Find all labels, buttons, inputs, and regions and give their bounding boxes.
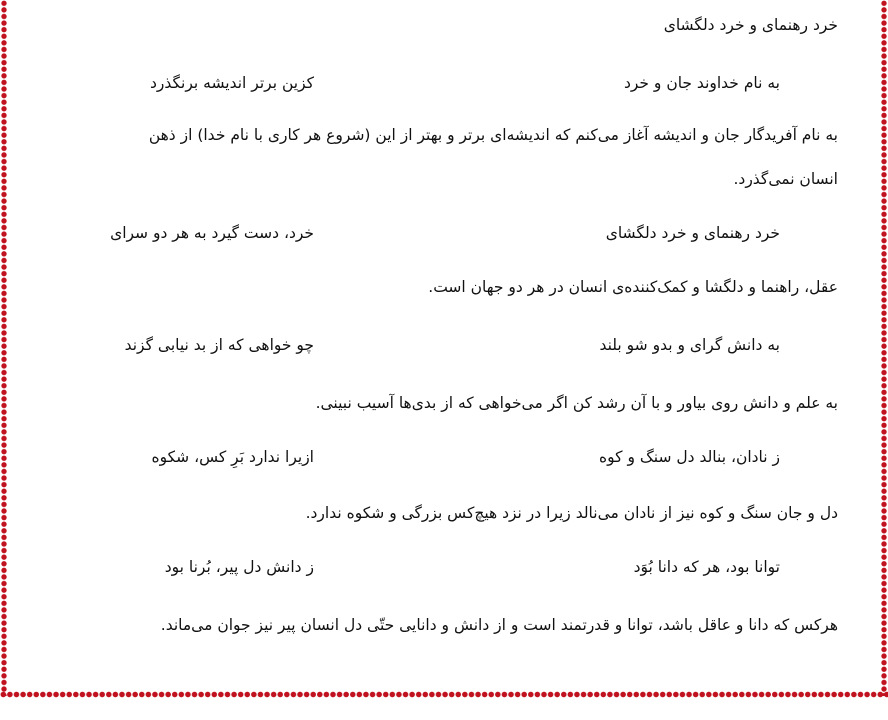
explanation-1-line-2: انسان نمی‌گذرد. — [733, 170, 838, 188]
couplet-5-first-hemistich: توانا بود، هر که دانا بُوَد — [633, 558, 780, 576]
dotted-border-right — [880, 0, 888, 696]
couplet-5-second-hemistich: ز دانش دل پیر، بُرنا بود — [164, 558, 314, 576]
couplet-1-second-hemistich: کزین برتر اندیشه برنگذرد — [149, 74, 314, 92]
dotted-border-left — [0, 0, 8, 696]
dotted-border-bottom — [0, 690, 888, 699]
explanation-4: دل و جان سنگ و کوه نیز از نادان می‌نالد زیرا در نزد هیچ‌کس بزرگی و شکوه ندارد. — [305, 504, 838, 522]
explanation-2: عقل، راهنما و دلگشا و کمک‌کننده‌ی انسان در هر دو جهان است. — [428, 278, 838, 296]
explanation-3: به علم و دانش روی بیاور و با آن رشد کن اگر می‌خواهی که از بدی‌ها آسیب نبینی. — [315, 394, 838, 412]
page-title: خرد رهنمای و خرد دلگشای — [663, 16, 838, 34]
couplet-2-second-hemistich: خرد، دست گیرد به هر دو سرای — [110, 224, 314, 242]
couplet-2-first-hemistich: خرد رهنمای و خرد دلگشای — [605, 224, 780, 242]
couplet-1-first-hemistich: به نام خداوند جان و خرد — [623, 74, 780, 92]
explanation-5: هرکس که دانا و عاقل باشد، توانا و قدرتمند است و از دانش و دانایی حتّی دل انسان پیر نیز جوان می‌ماند. — [160, 616, 838, 634]
couplet-4-second-hemistich: ازیرا ندارد بَرِ کس، شکوه — [151, 448, 314, 466]
couplet-3-first-hemistich: به دانش گرای و بدو شو بلند — [599, 336, 780, 354]
couplet-4-first-hemistich: ز نادان، بنالد دل سنگ و کوه — [599, 448, 780, 466]
couplet-3-second-hemistich: چو خواهی که از بد نیابی گزند — [124, 336, 314, 354]
explanation-1-line-1: به نام آفریدگار جان و اندیشه آغاز می‌کنم که اندیشه‌ای برتر و بهتر از این (شروع هر کاری با نام خدا) از ذهن — [148, 126, 838, 144]
